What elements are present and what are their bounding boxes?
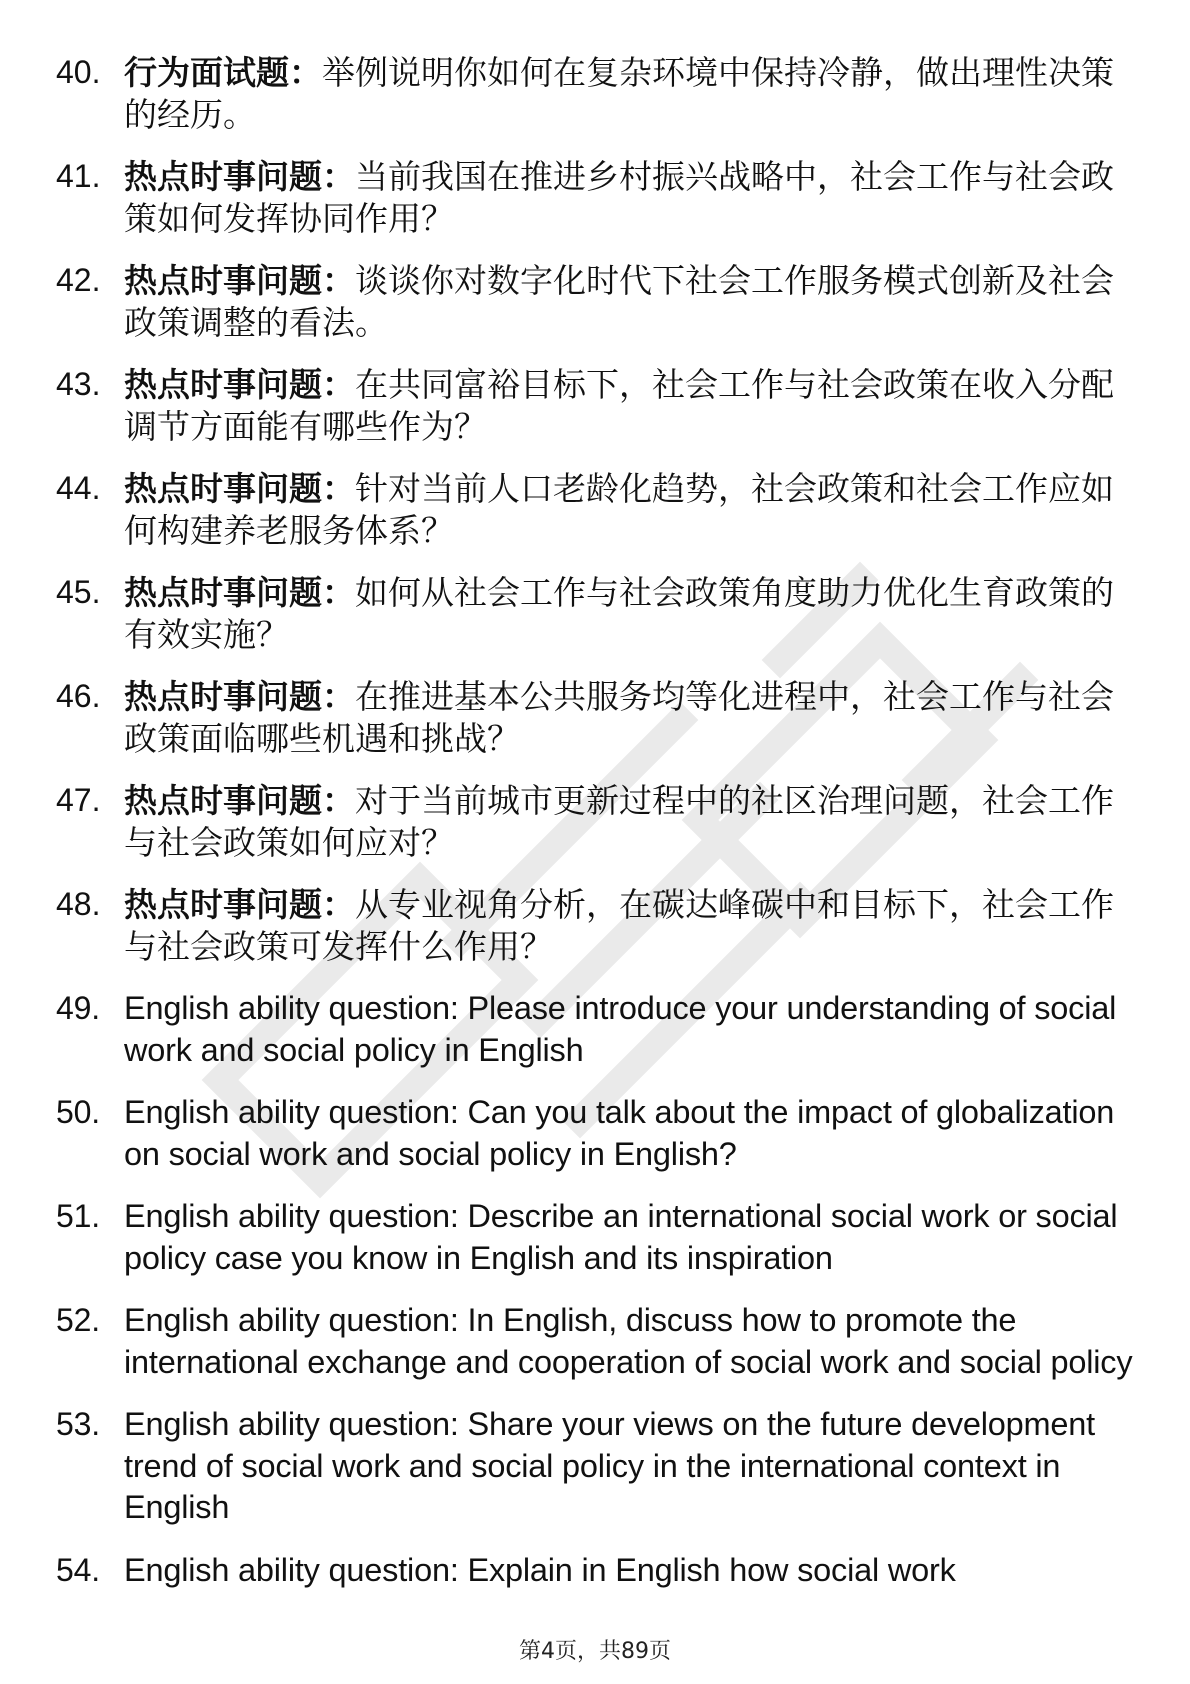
question-number: 50. [56,1094,100,1130]
question-category: 热点时事问题： [124,677,355,716]
question-text: 如何从社会工作与社会政策角度助力优化生育政策的有效实施？ [124,573,1114,654]
question-text: 在推进基本公共服务均等化进程中，社会工作与社会政策面临哪些机遇和挑战？ [124,677,1114,758]
question-text: English ability question: Please introduce your understanding of social work and social policy in English [124,990,1117,1068]
question-body [124,52,1136,135]
list-item [56,1300,1136,1383]
question-number: 47. [56,782,101,818]
question-body [124,364,1136,447]
question-text: English ability question: Explain in English how social work [124,1551,956,1588]
question-text: English ability question: Share your views on the future development trend of social work and social policy in the international context in English [124,1406,1096,1525]
list-item [56,52,1136,135]
list-item [56,1092,1136,1175]
question-text: 对于当前城市更新过程中的社区治理问题，社会工作与社会政策如何应对？ [124,781,1114,862]
question-number: 41. [56,158,101,194]
question-body [124,884,1136,967]
question-category: 行为面试题： [124,53,322,92]
question-category: 热点时事问题： [124,261,355,300]
question-text: 在共同富裕目标下，社会工作与社会政策在收入分配调节方面能有哪些作为？ [124,365,1114,446]
question-number: 49. [56,990,100,1026]
list-item [56,884,1136,967]
question-number: 53. [56,1406,100,1442]
list-item [56,156,1136,239]
list-item [56,676,1136,759]
list-item [56,1404,1136,1529]
list-item [56,364,1136,447]
question-body [124,468,1136,551]
question-text: 当前我国在推进乡村振兴战略中，社会工作与社会政策如何发挥协同作用？ [124,157,1114,238]
question-number: 48. [56,886,101,922]
question-number: 46. [56,678,101,714]
question-category: 热点时事问题： [124,573,355,612]
list-item [56,1196,1136,1279]
question-text: English ability question: Describe an international social work or social policy case you know in English and its inspiration [124,1198,1118,1276]
question-text: 针对当前人口老龄化趋势，社会政策和社会工作应如何构建养老服务体系？ [124,469,1114,550]
question-number: 52. [56,1302,100,1338]
question-text: English ability question: Can you talk about the impact of globalization on social work and social policy in English? [124,1094,1115,1172]
question-number: 54. [56,1551,100,1588]
question-category: 热点时事问题： [124,781,355,820]
question-text: 谈谈你对数字化时代下社会工作服务模式创新及社会政策调整的看法。 [124,261,1114,342]
question-category: 热点时事问题： [124,157,355,196]
question-category: 热点时事问题： [124,469,355,508]
question-body [124,676,1136,759]
question-text: English ability question: In English, discuss how to promote the international exchange and cooperation of social work and social policy [124,1302,1133,1380]
question-list [56,52,1136,1612]
question-body [124,156,1136,239]
question-number: 40. [56,54,101,90]
question-body [124,572,1136,655]
question-number: 51. [56,1198,100,1234]
list-item [56,260,1136,343]
question-number: 45. [56,574,101,610]
list-item [56,572,1136,655]
question-body [124,260,1136,343]
question-number: 44. [56,470,101,506]
list-item [56,1550,1136,1592]
question-category: 热点时事问题： [124,885,355,924]
question-body [124,780,1136,863]
page-footer: 第4页，共89页 [519,1639,671,1664]
question-text: 从专业视角分析，在碳达峰碳中和目标下，社会工作与社会政策可发挥什么作用？ [124,885,1114,966]
question-number: 42. [56,262,101,298]
question-category: 热点时事问题： [124,365,355,404]
list-item [56,468,1136,551]
list-item [56,988,1136,1071]
list-item [56,780,1136,863]
question-text: 举例说明你如何在复杂环境中保持冷静，做出理性决策的经历。 [124,53,1114,134]
question-number: 43. [56,366,101,402]
